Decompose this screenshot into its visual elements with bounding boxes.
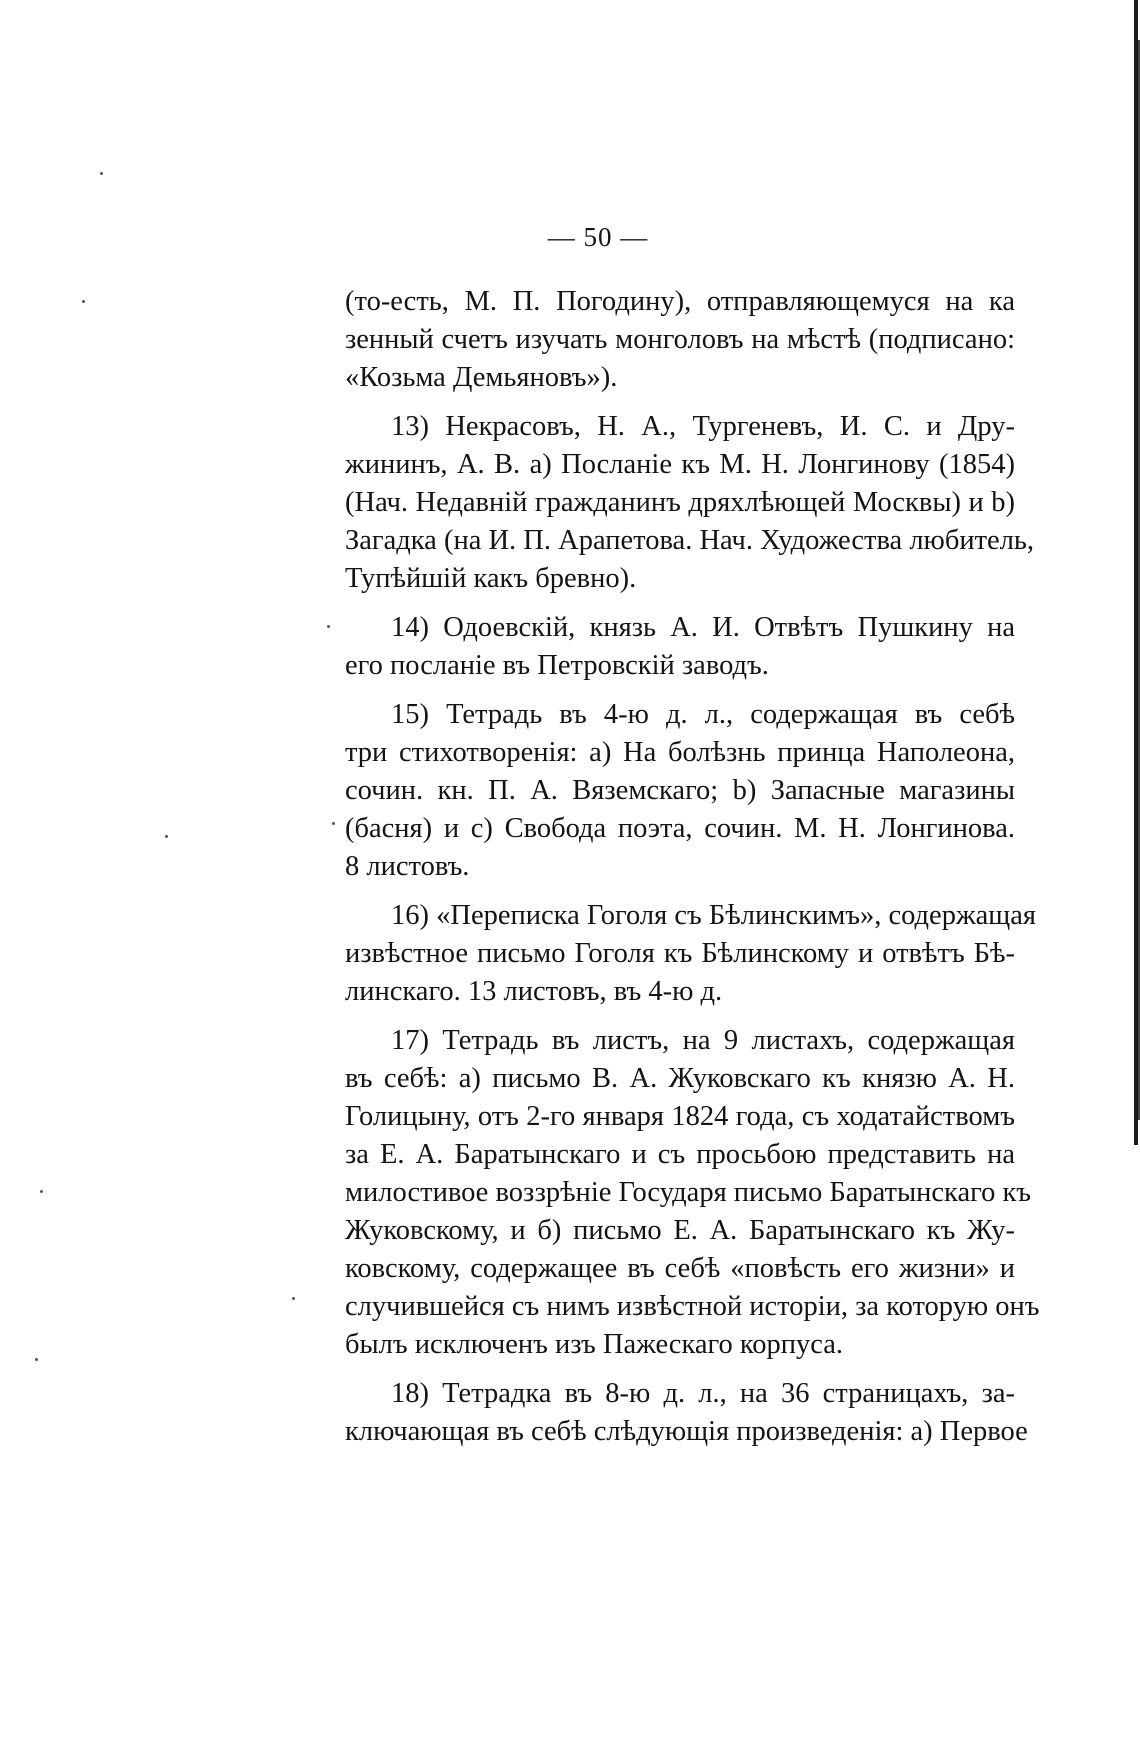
text-line: его посланіе въ Петровскій заводъ. [345,650,769,681]
text-line: 18) Тетрадка въ 8-ю д. л., на 36 страницахъ, за- [391,1378,1015,1409]
text-line: жининъ, А. В. а) Посланіе къ М. Н. Лонгинову (1854) [345,449,1015,480]
text-line: «Козьма Демьяновъ»). [345,362,618,393]
paragraph [345,408,1035,598]
scan-speck [292,1297,295,1300]
text-line: въ себѣ: а) письмо В. А. Жуковскаго къ князю А. Н. [345,1063,1015,1094]
text-line: 17) Тетрадь въ листъ, на 9 листахъ, содержащая [391,1025,1015,1056]
scan-speck [332,822,335,825]
text-line: за Е. А. Баратынскаго и съ просьбою представить на [345,1139,1015,1170]
paragraph [345,897,1036,1011]
text-line: 16) «Переписка Гоголя съ Бѣлинскимъ», содержащая [391,900,1036,931]
scan-speck [327,625,330,628]
text-line: (басня) и с) Свобода поэта, сочин. М. Н. Лонгинова. [345,813,1015,844]
scan-speck [165,835,168,838]
scan-speck [82,300,85,303]
text-line: милостивое воззрѣніе Государя письмо Баратынскаго къ [345,1177,1032,1208]
scan-speck [40,1190,43,1193]
scan-speck [100,172,103,175]
text-line: три стихотворенія: а) На болѣзнь принца Наполеона, [345,737,1015,768]
text-line: извѣстное письмо Гоголя къ Бѣлинскому и отвѣтъ Бѣ- [345,938,1015,969]
text-line: 13) Некрасовъ, Н. А., Тургеневъ, И. С. и Дру- [391,411,1015,442]
text-line: 14) Одоевскій, князь А. И. Отвѣтъ Пушкину на [391,612,1015,643]
text-line: (Нач. Недавній гражданинъ дряхлѣющей Москвы) и b) [345,487,1015,518]
text-line: 8 листовъ. [345,851,470,882]
paragraph [345,1022,1040,1364]
text-line: ковскому, содержащее въ себѣ «повѣсть его жизни» и [345,1253,1015,1284]
page-number: — 50 — [547,222,649,252]
text-line: былъ исключенъ изъ Пажескаго корпуса. [345,1329,844,1360]
paragraph [345,283,1015,397]
paragraph [345,696,1015,886]
text-line: сочин. кн. П. А. Вяземскаго; b) Запасные магазины [345,775,1015,806]
text-line: 15) Тетрадь въ 4-ю д. л., содержащая въ себѣ [391,699,1015,730]
scan-speck [35,1358,38,1361]
text-line: зенный счетъ изучать монголовъ на мѣстѣ (подписано: [345,324,1015,355]
text-line: Тупѣйшій какъ бревно). [345,563,637,594]
text-line: ключающая въ себѣ слѣдующія произведенія: а) Первое [345,1416,1028,1447]
text-line: Голицыну, отъ 2-го января 1824 года, съ ходатайствомъ [345,1101,1015,1132]
text-block [345,283,1040,1451]
text-line: (то-есть, М. П. Погодину), отправляющемуся на ка [345,286,1015,317]
paragraph [345,1375,1028,1451]
text-line: линскаго. 13 листовъ, въ 4-ю д. [345,976,723,1007]
paragraph [345,609,1015,685]
text-line: случившейся съ нимъ извѣстной исторіи, за которую онъ [345,1291,1040,1322]
text-line: Жуковскому, и б) письмо Е. А. Баратынскаго къ Жу- [345,1215,1015,1246]
text-line: Загадка (на И. П. Арапетова. Нач. Художества любитель, [345,525,1035,556]
